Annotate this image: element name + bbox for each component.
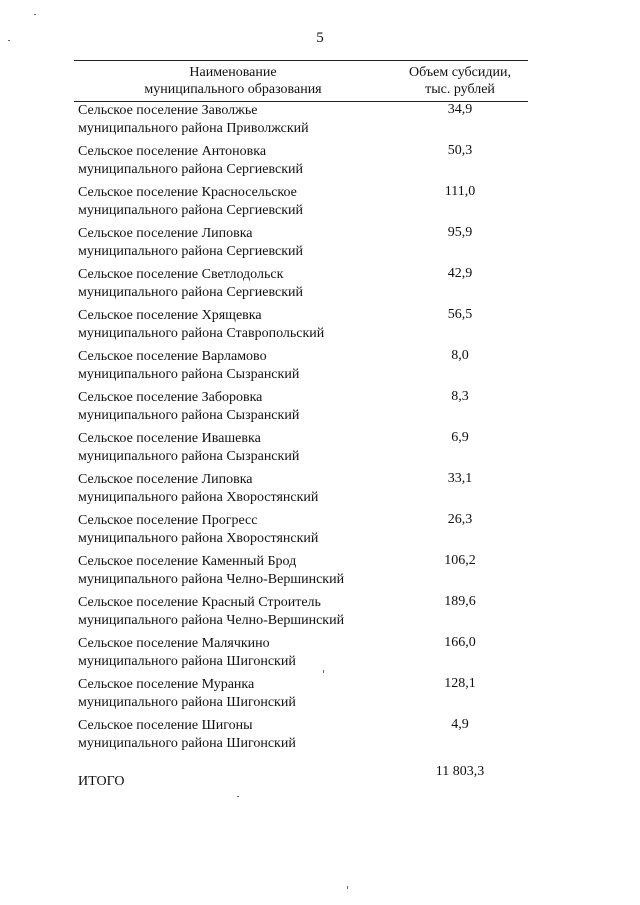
table-row bbox=[74, 389, 528, 430]
subsidy-amount-cell: 166,0 bbox=[444, 635, 476, 650]
table-row bbox=[74, 307, 528, 348]
municipality-name-cell: Сельское поселение Красносельское муниципального района Сергиевский bbox=[78, 185, 304, 218]
table-row bbox=[74, 635, 528, 676]
scan-speck bbox=[323, 670, 324, 673]
table-body bbox=[74, 102, 528, 758]
header-subsidy-amount: Объем субсидии, тыс. рублей bbox=[409, 65, 511, 97]
scan-speck bbox=[8, 40, 10, 41]
table-row bbox=[74, 717, 528, 758]
subsidy-amount-cell: 50,3 bbox=[447, 143, 473, 158]
municipality-name-cell: Сельское поселение Заволжье муниципального района Приволжский bbox=[78, 103, 309, 136]
subsidy-amount-cell: 8,0 bbox=[451, 348, 469, 363]
municipality-name-cell: Сельское поселение Варламово муниципального района Сызранский bbox=[78, 349, 300, 382]
subsidy-amount-cell: 111,0 bbox=[444, 184, 476, 199]
municipality-name-cell: Сельское поселение Малячкино муниципального района Шигонский bbox=[78, 636, 296, 669]
subsidy-table bbox=[74, 60, 528, 791]
municipality-name-cell: Сельское поселение Хрящевка муниципального района Ставропольский bbox=[78, 308, 325, 341]
subsidy-amount-cell: 6,9 bbox=[451, 430, 469, 445]
table-row bbox=[74, 594, 528, 635]
municipality-name-cell: Сельское поселение Антоновка муниципального района Сергиевский bbox=[78, 144, 304, 177]
subsidy-amount-cell: 26,3 bbox=[447, 512, 473, 527]
municipality-name-cell: Сельское поселение Заборовка муниципального района Сызранский bbox=[78, 390, 300, 423]
subsidy-amount-cell: 128,1 bbox=[444, 676, 476, 691]
page-number: 5 bbox=[316, 30, 324, 46]
table-row bbox=[74, 102, 528, 143]
table-header bbox=[74, 60, 528, 102]
subsidy-amount-cell: 189,6 bbox=[444, 594, 476, 609]
municipality-name-cell: Сельское поселение Муранка муниципального района Шигонский bbox=[78, 677, 296, 710]
subsidy-amount-cell: 33,1 bbox=[447, 471, 473, 486]
table-row bbox=[74, 143, 528, 184]
subsidy-amount-cell: 34,9 bbox=[447, 102, 473, 117]
scan-speck bbox=[347, 886, 348, 889]
municipality-name-cell: Сельское поселение Липовка муниципального района Сергиевский bbox=[78, 226, 304, 259]
subsidy-amount-cell: 106,2 bbox=[444, 553, 476, 568]
subsidy-amount-cell: 8,3 bbox=[451, 389, 469, 404]
header-municipality-name: Наименование муниципального образования bbox=[144, 65, 322, 97]
table-row bbox=[74, 348, 528, 389]
municipality-name-cell: Сельское поселение Прогресс муниципального района Хворостянский bbox=[78, 513, 319, 546]
total-label: ИТОГО bbox=[78, 774, 125, 789]
table-row bbox=[74, 471, 528, 512]
table-row bbox=[74, 225, 528, 266]
municipality-name-cell: Сельское поселение Шигоны муниципального района Шигонский bbox=[78, 718, 296, 751]
subsidy-amount-cell: 4,9 bbox=[451, 717, 469, 732]
subsidy-amount-cell: 95,9 bbox=[447, 225, 473, 240]
table-row bbox=[74, 512, 528, 553]
table-row bbox=[74, 430, 528, 471]
municipality-name-cell: Сельское поселение Липовка муниципального района Хворостянский bbox=[78, 472, 319, 505]
scan-speck bbox=[237, 796, 239, 797]
scan-speck bbox=[34, 14, 36, 15]
table-row bbox=[74, 266, 528, 307]
subsidy-amount-cell: 56,5 bbox=[447, 307, 473, 322]
table-row bbox=[74, 553, 528, 594]
total-value: 11 803,3 bbox=[435, 764, 485, 779]
municipality-name-cell: Сельское поселение Светлодольск муниципального района Сергиевский bbox=[78, 267, 304, 300]
table-row bbox=[74, 676, 528, 717]
table-row bbox=[74, 184, 528, 225]
municipality-name-cell: Сельское поселение Ивашевка муниципального района Сызранский bbox=[78, 431, 300, 464]
total-row bbox=[74, 763, 528, 791]
subsidy-amount-cell: 42,9 bbox=[447, 266, 473, 281]
municipality-name-cell: Сельское поселение Каменный Брод муниципального района Челно-Вершинский bbox=[78, 554, 345, 587]
municipality-name-cell: Сельское поселение Красный Строитель муниципального района Челно-Вершинский bbox=[78, 595, 345, 628]
